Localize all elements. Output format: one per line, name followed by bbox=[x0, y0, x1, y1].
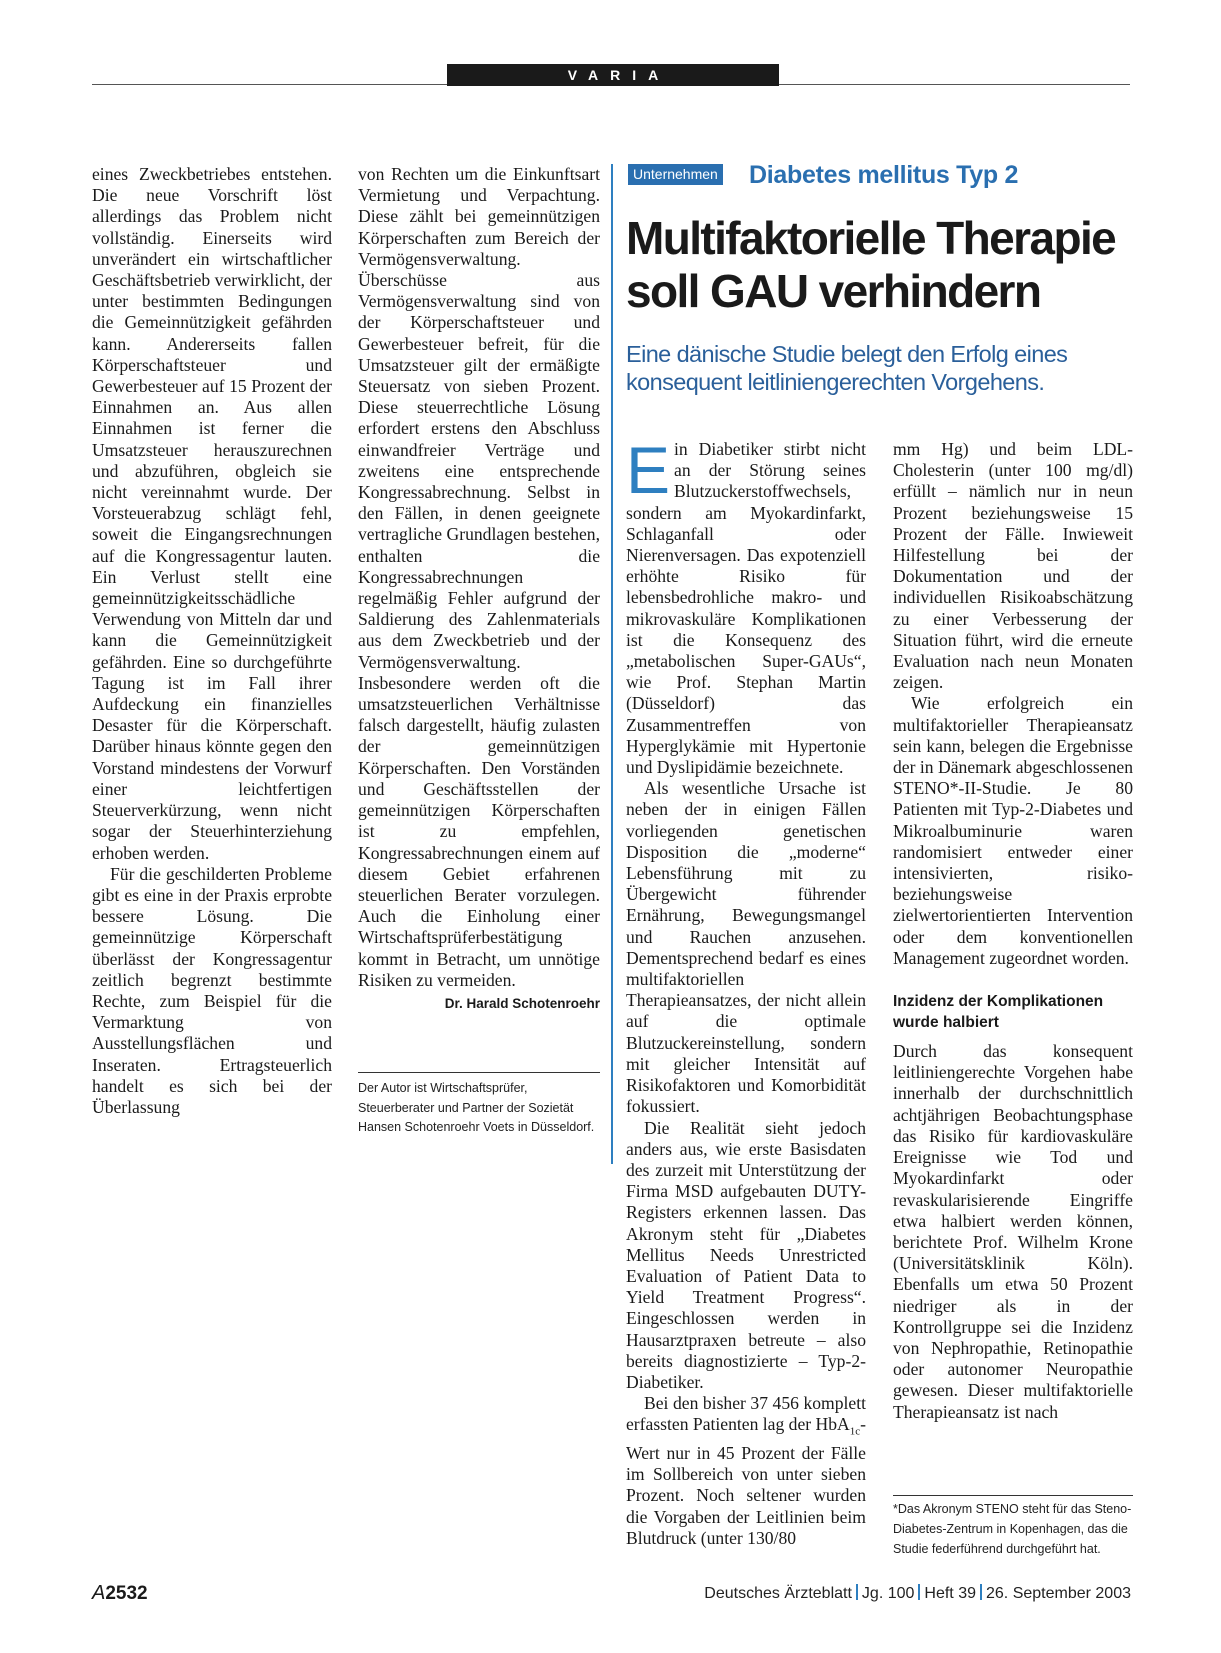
right-article-column-1 bbox=[626, 433, 867, 1549]
article-kicker: Diabetes mellitus Typ 2 bbox=[749, 161, 1019, 189]
page-number: A2532 bbox=[92, 1582, 148, 1604]
column-divider bbox=[611, 164, 613, 1164]
paragraph: Als wesentliche Ursache ist neben der in einigen Fällen vorliegenden genetischen Disposition die „moderne“ Lebensführung mit zu Übergewicht führender Ernährung, Bewegungsmangel und Rauchen anzusehen. Dementsprechend bedarf es eines multifaktoriellen Therapieansatzes, der nicht allein auf die optimale Blutzuckereinstellung, sondern mit gleicher Intensität auf Risikofaktoren und Komorbidität fokussiert. bbox=[626, 778, 866, 1117]
paragraph: mm Hg) und beim LDL-Cholesterin (unter 100 mg/dl) erfüllt – nämlich nur in neun Prozent beziehungsweise 15 Prozent der Fälle. Inwieweit Hilfestellung bei der Dokumentation und der individuellen Risikoabschätzung zu einer Verbesserung der Situation führt, wird die erneute Evaluation nach neun Monaten zeigen. bbox=[893, 439, 1133, 693]
volume: Jg. 100 bbox=[861, 1585, 915, 1602]
article-headline: Multifaktorielle Therapie soll GAU verhindern bbox=[626, 212, 1116, 317]
left-article-column-2 bbox=[358, 164, 600, 1014]
paragraph: Die Realität sieht jedoch anders aus, wie erste Basisdaten des zurzeit mit Unterstützung der Firma MSD aufgebauten DUTY-Registers erkennen lassen. Das Akronym steht für „Diabetes Mellitus Needs Unrestricted Evaluation of Patient Data to Yield Treatment Progress“. Eingeschlossen werden in Hausarztpraxen betreute – also bereits diagnostizierte – Typ-2-Diabetiker. bbox=[626, 1117, 866, 1392]
author-note: Der Autor ist Wirtschaftsprüfer, Steuerberater und Partner der Sozietät Hansen Schotenroehr Voets in Düsseldorf. bbox=[358, 1072, 600, 1138]
left-article-column-1 bbox=[92, 164, 332, 1118]
journal-footer bbox=[704, 1584, 1131, 1603]
paragraph: Wie erfolgreich ein multifaktorieller Therapieansatz sein kann, belegen die Ergebnisse der in Dänemark abgeschlossenen STENO*-II-Studie. Je 80 Patienten mit Typ-2-Diabetes und Mikroalbuminurie waren randomisiert entweder einer intensivierten, risiko- beziehungsweise zielwertorientierten Intervention oder dem konventionellen Management zugeordnet worden. bbox=[893, 693, 1133, 968]
paragraph: eines Zweckbetriebes entstehen. Die neue Vorschrift löst allerdings das Problem nicht vollständig. Einerseits wird unverändert ein wirtschaftlicher Geschäftsbetrieb verwirklicht, der unter bestimmten Bedingungen die Gemeinnützigkeit gefährden kann. Andererseits fallen Körperschaftsteuer und Gewerbesteuer auf 15 Prozent der Einnahmen an. Aus allen Einnahmen ist ferner die Umsatzsteuer herauszurechnen und abzuführen, obgleich sie nicht vereinnahmt wurde. Der Vorsteuerabzug schlägt fehl, soweit die Eingangsrechnungen auf die Kongressagentur lauten. Ein Verlust stellt eine gemeinnützigkeitsschädliche Verwendung von Mitteln dar und kann die Gemeinnützigkeit gefährden. Eine so durchgeführte Tagung ist im Fall ihrer Aufdeckung ein finanzielles Desaster für die Körperschaft. Darüber hinaus könnte gegen den Vorstand mindestens der Vorwurf einer leichtfertigen Steuerverkürzung, wenn nicht sogar der Steuerhinterziehung erhoben werden. bbox=[92, 164, 332, 863]
category-badge: Unternehmen bbox=[628, 164, 723, 185]
drop-cap: E bbox=[626, 433, 671, 507]
article-subhead: Eine dänische Studie belegt den Erfolg eines konsequent leitliniengerechten Vorgehens. bbox=[626, 341, 1068, 395]
issue-date: 26. September 2003 bbox=[986, 1585, 1131, 1602]
footnote-rule bbox=[893, 1495, 1133, 1496]
author-signature: Dr. Harald Schotenroehr bbox=[444, 995, 600, 1011]
footnote: *Das Akronym STENO steht für das Steno-Diabetes-Zentrum in Kopenhagen, das die Studie federführend durchgeführt hat. bbox=[893, 1502, 1132, 1556]
paragraph: Für die geschilderten Probleme gibt es eine in der Praxis erprobte bessere Lösung. Die gemeinnützige Körperschaft überlässt der Kongressagentur zeitlich begrenzt bestimmte Rechte, zum Beispiel für die Vermarktung von Ausstellungsflächen und Inseraten. Ertragsteuerlich handelt es sich bei der Überlassung bbox=[92, 863, 332, 1117]
paragraph: Ein Diabetiker stirbt nicht an der Störung seines Blutzuckerstoffwechsels, sondern am Myokardinfarkt, Schlaganfall oder Nierenversagen. Das expotenziell erhöhte Risiko für lebensbedrohliche makro- und mikrovaskuläre Komplikationen ist die Konsequenz des „metabolischen Super-GAUs“, wie Prof. Stephan Martin (Düsseldorf) das Zusammentreffen von Hyperglykämie mit Hypertonie und Dyslipidämie bezeichnete. bbox=[626, 433, 866, 778]
journal-name: Deutsches Ärzteblatt bbox=[704, 1585, 852, 1602]
issue: Heft 39 bbox=[924, 1585, 976, 1602]
paragraph: von Rechten um die Einkunftsart Vermietung und Verpachtung. Diese zählt bei gemeinnützigen Körperschaften zum Bereich der Vermögensverwaltung. Überschüsse aus Vermögensverwaltung sind von der Körperschaftsteuer und Gewerbesteuer befreit, für die Umsatzsteuer gilt der ermäßigte Steuersatz von sieben Prozent. Diese steuerrechtliche Lösung erfordert erstens den Abschluss einwandfreier Verträge und zweitens eine entsprechende Kongressabrechnung. Selbst in den Fällen, in denen geeignete vertragliche Grundlagen bestehen, enthalten die Kongressabrechnungen regelmäßig Fehler aufgrund der Saldierung des Zahlenmaterials aus dem Zweckbetrieb und der Vermögensverwaltung. Insbesondere werden oft die umsatzsteuerlichen Verhältnisse falsch dargestellt, häufig zulasten der gemeinnützigen Körperschaften. Den Vorständen und Geschäftsstellen der gemeinnützigen Körperschaften ist zu empfehlen, Kongressabrechnungen einem auf diesem Gebiet erfahrenen steuerlichen Berater vorzulegen. Auch die Einholung einer Wirtschaftsprüferbestätigung kommt in Betracht, um unnötige Risiken zu vermeiden. Dr. Harald Schotenroehr bbox=[358, 164, 600, 991]
crosshead: Inzidenz der Komplikationen wurde halbiert bbox=[893, 993, 1104, 1032]
paragraph: Bei den bisher 37 456 komplett erfassten Patienten lag der HbA$_{1c}$-Wert nur in 45 Prozent der Fälle im Sollbereich von unter sieben Prozent. Noch seltener wurden die Vorgaben der Leitlinien beim Blutdruck (unter 130/80 bbox=[626, 1393, 867, 1548]
section-label: VARIA bbox=[447, 64, 779, 86]
right-article-column-2 bbox=[893, 439, 1133, 1423]
paragraph: Durch das konsequent leitliniengerechte Vorgehen habe innerhalb der durchschnittlich achtjährigen Beobachtungsphase das Risiko für kardiovaskuläre Ereignisse wie Tod und Myokardinfarkt oder revaskularisierende Eingriffe etwa halbiert werden können, berichtete Prof. Wilhelm Krone (Universitätsklinik Köln). Ebenfalls um etwa 50 Prozent niedriger als in der Kontrollgruppe sei die Inzidenz von Nephropathie, Retinopathie oder autonomer Neuropathie gewesen. Dieser multifaktorielle Therapieansatz ist nach bbox=[893, 1041, 1133, 1422]
